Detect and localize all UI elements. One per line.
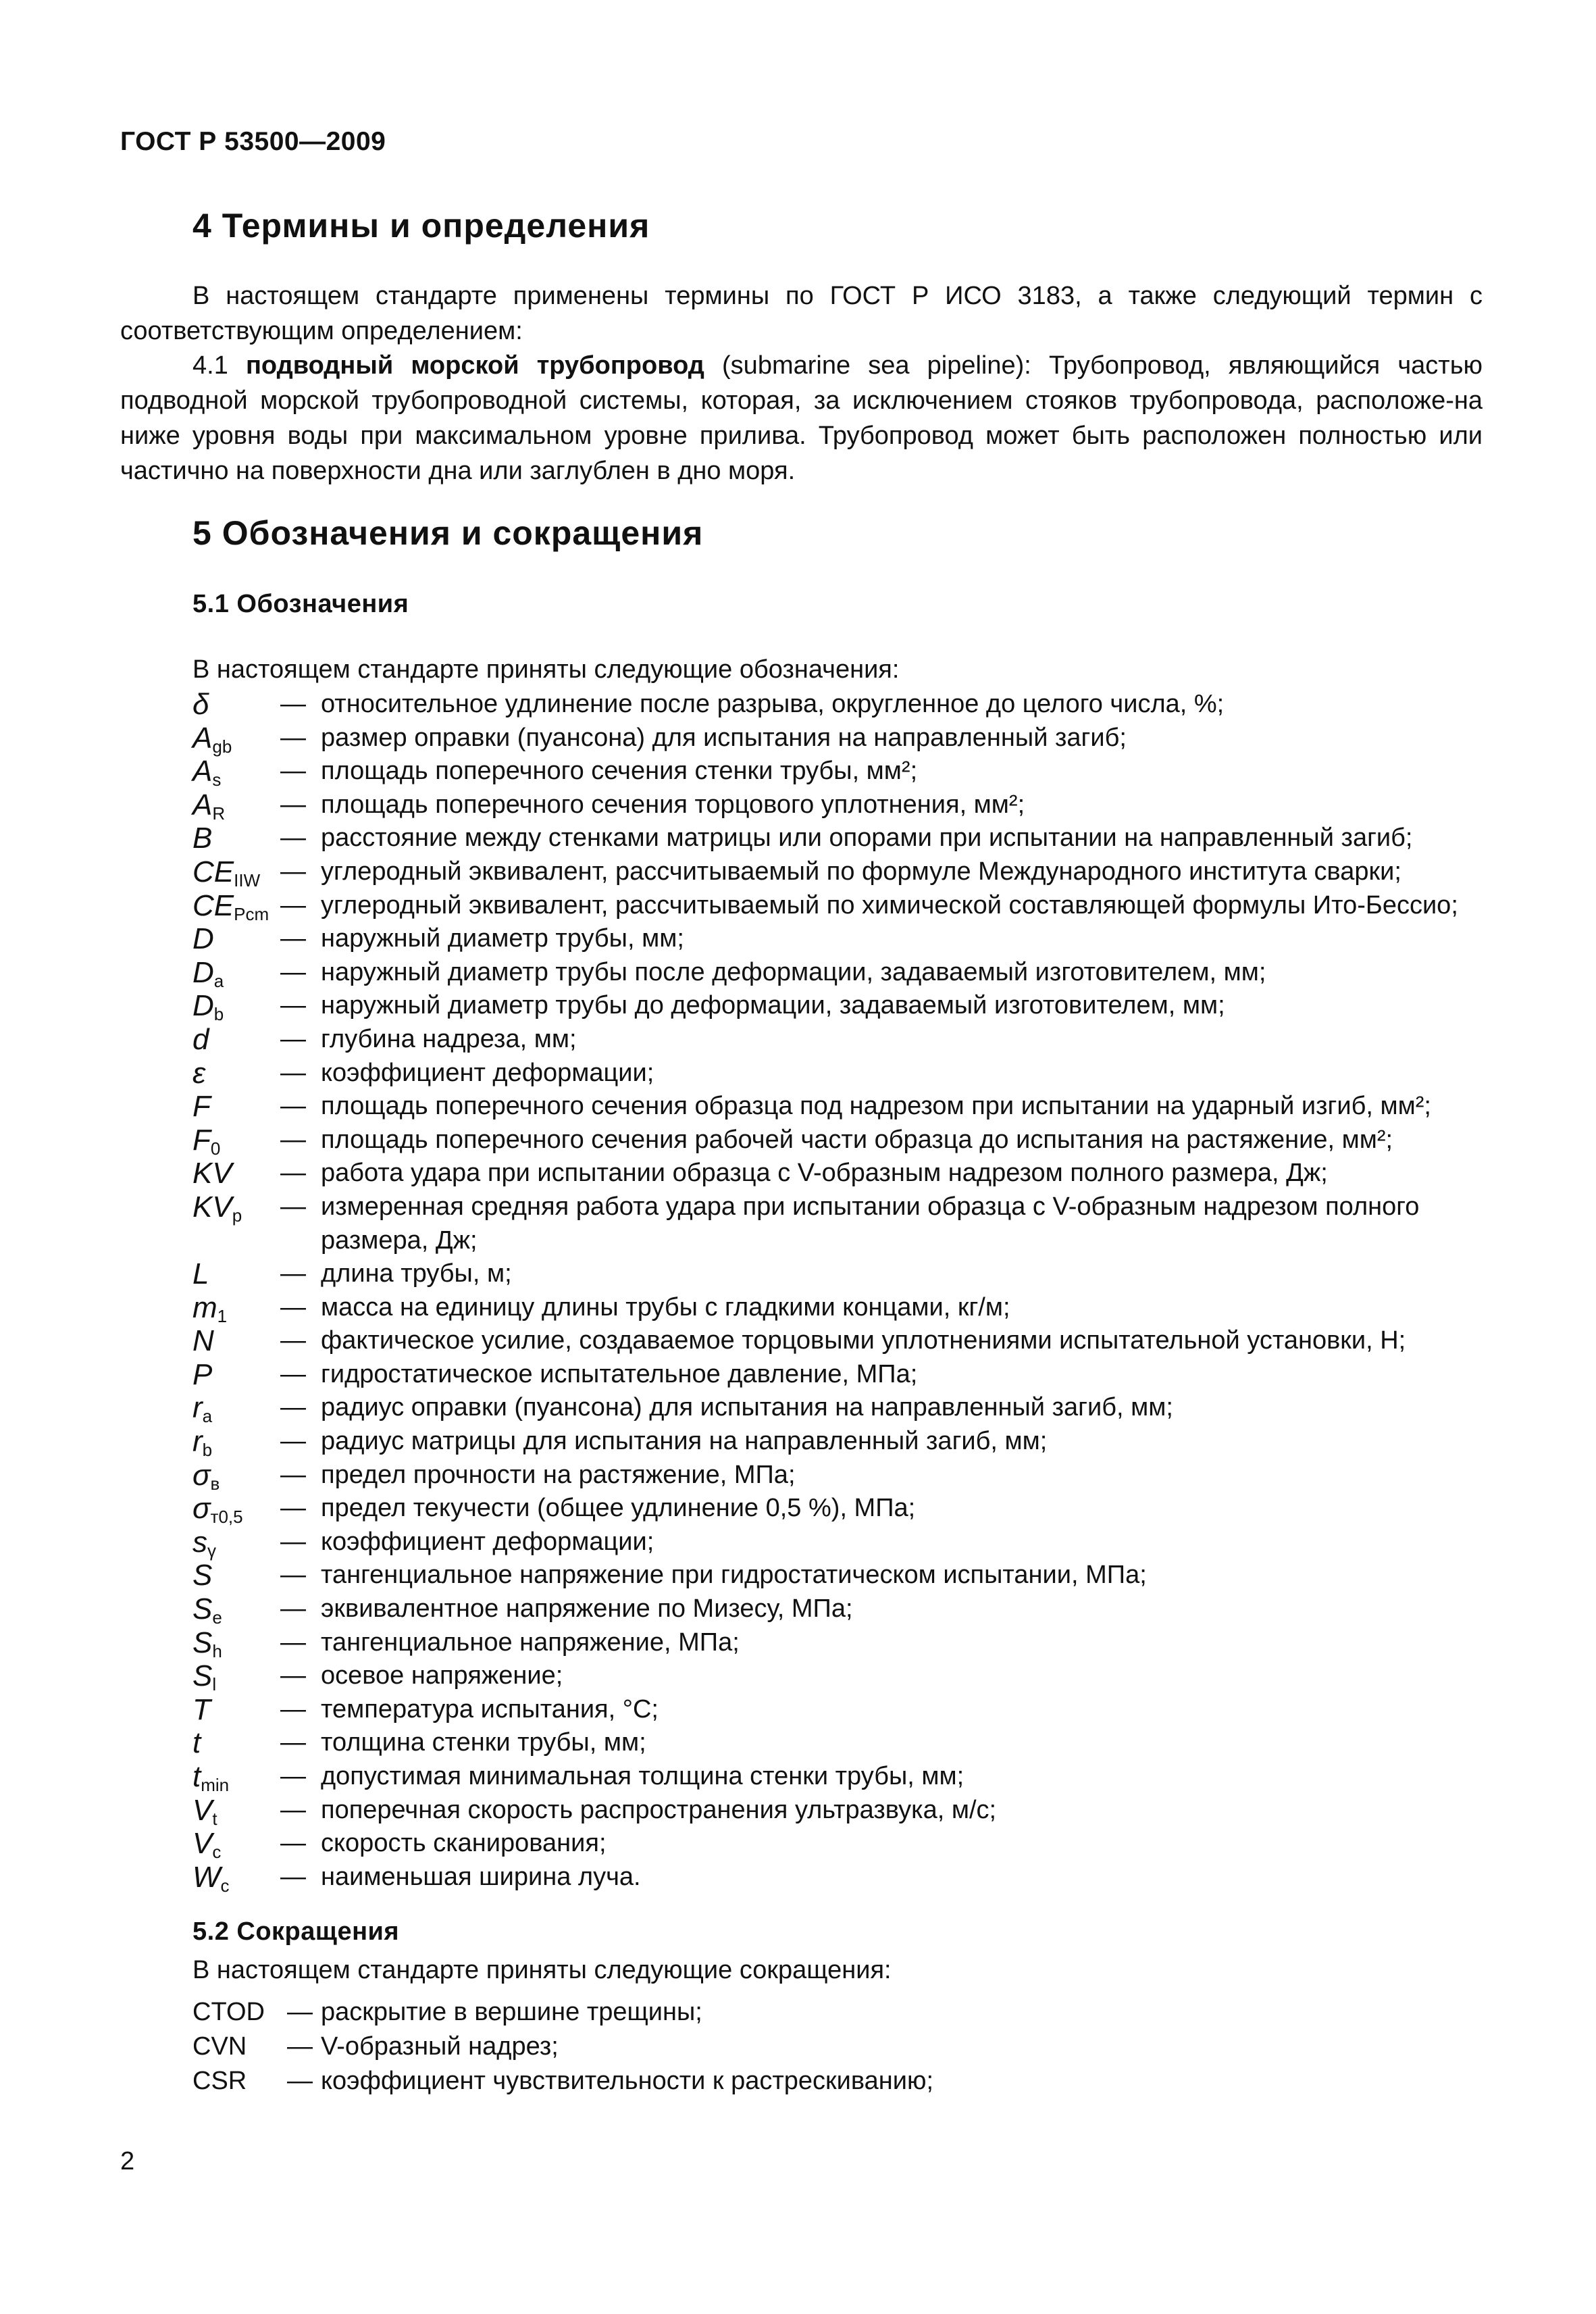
symbol-base: t (192, 1726, 201, 1760)
symbol-row (192, 1861, 1486, 1894)
symbol-base: S (192, 1659, 213, 1693)
symbol (192, 1861, 280, 1903)
symbol-subscript: e (212, 1607, 222, 1628)
abbreviation-row (192, 1995, 1486, 2030)
symbol-base: r (192, 1425, 203, 1459)
symbol-subscript: 0 (210, 1138, 221, 1159)
symbol (192, 1257, 280, 1291)
symbol-subscript: b (213, 1004, 224, 1025)
symbol-subscript: s (212, 770, 222, 790)
symbol-subscript: c (220, 1875, 230, 1896)
abbreviation: CSR (192, 2067, 247, 2095)
symbol-base: L (192, 1257, 209, 1291)
symbol-subscript: t (212, 1808, 217, 1829)
term-name: подводный морской трубопровод (245, 351, 704, 380)
symbol-row (192, 1023, 1486, 1057)
symbol-definition: углеродный эквивалент, рассчитываемый по формуле Международного института сварки; (321, 857, 1401, 886)
symbol-definition: радиус матрицы для испытания на направленный загиб, мм; (321, 1427, 1048, 1456)
symbol-row (192, 1693, 1486, 1727)
symbol-definition: осевое напряжение; (321, 1661, 563, 1690)
symbol-row (192, 1492, 1486, 1526)
symbol-base: t (192, 1760, 201, 1793)
symbol-base: CE (192, 888, 234, 922)
symbol-base: δ (192, 688, 209, 721)
symbol-base: N (192, 1324, 214, 1358)
symbol (192, 1726, 280, 1760)
symbol-row (192, 1726, 1486, 1760)
symbol-row (192, 889, 1486, 923)
symbol-definition: фактическое усилие, создаваемое торцовыми уплотнениями испытательной установки, Н; (321, 1326, 1406, 1355)
symbol-subscript: 1 (217, 1305, 228, 1326)
symbol-subscript: IIW (234, 870, 261, 890)
definition-dash: — (287, 2067, 313, 2095)
abbreviation: CVN (192, 2032, 247, 2061)
symbol-row (192, 1391, 1486, 1425)
symbol-definition: температура испытания, °С; (321, 1694, 659, 1724)
symbol-base: s (192, 1525, 207, 1559)
symbol-base: B (192, 822, 213, 855)
symbol-definition: площадь поперечного сечения торцового уплотнения, мм²; (321, 790, 1025, 819)
definition-dash: — (280, 1594, 306, 1624)
definition-dash: — (280, 1292, 306, 1322)
symbol-base: T (192, 1692, 211, 1726)
symbol-definition: эквивалентное напряжение по Мизесу, МПа; (321, 1594, 853, 1624)
symbol-subscript: Pcm (234, 903, 269, 924)
definition-dash: — (280, 690, 306, 718)
abbreviation-row (192, 2030, 1486, 2064)
term-4-1 (120, 348, 1483, 488)
symbol-row (192, 1257, 1486, 1291)
definition-dash: — (280, 1561, 306, 1590)
symbol-base: W (192, 1860, 221, 1894)
definition-dash: — (280, 1460, 306, 1489)
symbol-definition: толщина стенки трубы, мм; (321, 1728, 646, 1757)
symbol-base: F (192, 1090, 211, 1124)
symbol-base: D (192, 989, 214, 1023)
symbol-base: σ (192, 1492, 211, 1526)
symbol-row (192, 1592, 1486, 1626)
symbol-definition: площадь поперечного сечения стенки трубы, мм²; (321, 757, 918, 786)
symbol-row (192, 822, 1486, 855)
section-4-intro (120, 278, 1483, 349)
symbol-base: V (192, 1793, 213, 1827)
symbol-definition: предел текучести (общее удлинение 0,5 %), МПа; (321, 1494, 916, 1523)
symbol-base: KV (192, 1157, 232, 1190)
symbol-definition: наружный диаметр трубы после деформации, задаваемый изготовителем, мм; (321, 957, 1266, 986)
definition-dash: — (280, 1829, 306, 1858)
definition-dash: — (280, 857, 306, 886)
symbol-row (192, 1827, 1486, 1861)
symbol-base: A (192, 788, 213, 822)
symbol-row (192, 1057, 1486, 1090)
definition-dash: — (280, 1326, 306, 1355)
symbol-row (192, 989, 1486, 1023)
symbol-base: m (192, 1290, 217, 1324)
symbol-base: D (192, 955, 214, 989)
symbol (192, 1157, 280, 1190)
definition-dash: — (280, 1694, 306, 1724)
document-header: ГОСТ Р 53500—2009 (120, 127, 386, 156)
symbol (192, 1559, 280, 1592)
symbol (192, 1324, 280, 1358)
symbol-base: F (192, 1123, 211, 1157)
symbol-subscript: p (232, 1205, 242, 1226)
symbol-row (192, 1559, 1486, 1592)
symbol-subscript: gb (212, 736, 232, 757)
symbol-row (192, 922, 1486, 956)
symbol-definition: работа удара при испытании образца с V-образным надрезом полного размера, Дж; (321, 1159, 1328, 1188)
definition-dash: — (287, 2032, 313, 2061)
symbol-row (192, 1626, 1486, 1660)
symbol-definition: предел прочности на растяжение, МПа; (321, 1460, 796, 1489)
symbol-base: KV (192, 1190, 232, 1224)
symbol-base: S (192, 1626, 213, 1659)
symbol-row (192, 1459, 1486, 1492)
symbol-row (192, 855, 1486, 889)
symbol-definition: масса на единицу длины трубы с гладкими концами, кг/м; (321, 1292, 1010, 1322)
abbreviations-list (192, 1995, 1486, 2098)
symbol-subscript: l (212, 1674, 217, 1695)
section-4-title: 4 Термины и определения (192, 207, 650, 245)
symbol-definition: расстояние между стенками матрицы или опорами при испытании на направленный загиб; (321, 824, 1413, 853)
definition-dash: — (280, 1427, 306, 1456)
definition-dash: — (280, 1393, 306, 1422)
symbol-row (192, 956, 1486, 990)
symbol (192, 1190, 280, 1233)
symbol-base: A (192, 721, 213, 755)
definition-dash: — (280, 957, 306, 986)
definition-dash: — (280, 790, 306, 819)
definition-dash: — (280, 1125, 306, 1154)
symbol-row (192, 1190, 1486, 1257)
symbol (192, 1090, 280, 1124)
symbol-base: σ (192, 1458, 211, 1492)
symbol-row (192, 1425, 1486, 1459)
symbol (192, 1057, 280, 1090)
symbol-row (192, 1124, 1486, 1157)
abbreviation-definition: V-образный надрез; (321, 2032, 559, 2061)
symbol-base: r (192, 1391, 203, 1425)
definition-dash: — (280, 1058, 306, 1087)
symbol-subscript: c (212, 1842, 222, 1863)
definition-dash: — (280, 890, 306, 920)
symbol-subscript: b (202, 1440, 213, 1461)
symbol (192, 1358, 280, 1392)
symbol-definition: поперечная скорость распространения ультразвука, м/с; (321, 1795, 997, 1824)
symbol (192, 1023, 280, 1057)
symbol-definition: наружный диаметр трубы, мм; (321, 924, 684, 953)
definition-dash: — (280, 1092, 306, 1121)
section-5-title: 5 Обозначения и сокращения (192, 514, 704, 552)
definition-dash: — (280, 1359, 306, 1388)
definition-dash: — (280, 991, 306, 1020)
definition-dash: — (280, 924, 306, 953)
symbol-definition: площадь поперечного сечения образца под надрезом при испытании на ударный изгиб, мм²; (321, 1092, 1431, 1121)
definition-dash: — (280, 1628, 306, 1657)
symbol-subscript: R (212, 803, 226, 824)
symbol-definition: коэффициент деформации; (321, 1527, 654, 1556)
symbol-row (192, 1659, 1486, 1693)
symbol (192, 822, 280, 855)
symbol (192, 688, 280, 722)
symbol-subscript: a (202, 1406, 213, 1427)
symbol (192, 1693, 280, 1727)
definition-dash: — (280, 1862, 306, 1891)
definition-dash: — (280, 1795, 306, 1824)
definition-dash: — (280, 723, 306, 752)
symbol-subscript: a (213, 970, 224, 991)
symbol-row (192, 1760, 1486, 1794)
definition-dash: — (287, 1998, 313, 2026)
symbol-base: CE (192, 855, 234, 888)
symbol-subscript: т0,5 (210, 1507, 243, 1528)
symbol-row (192, 1526, 1486, 1559)
symbol-definition: гидростатическое испытательное давление, МПа; (321, 1359, 918, 1388)
symbol-definition: тангенциальное напряжение при гидростатическом испытании, МПа; (321, 1561, 1147, 1590)
symbol-definition: коэффициент деформации; (321, 1058, 654, 1087)
definition-dash: — (280, 1259, 306, 1288)
symbol-subscript: γ (207, 1540, 216, 1561)
symbol-base: ε (192, 1056, 206, 1090)
section-5-2-title: 5.2 Сокращения (192, 1917, 400, 1946)
symbol-subscript: в (210, 1473, 220, 1494)
page-number: 2 (120, 2147, 135, 2175)
symbol-row (192, 1358, 1486, 1392)
symbol-row (192, 1324, 1486, 1358)
symbol-definition: углеродный эквивалент, рассчитываемый по химической составляющей формулы Ито-Бессио; (321, 890, 1458, 920)
symbol-definition: измеренная средняя работа удара при испытании образца с V-образным надрезом полного размера, Дж; (321, 1192, 1420, 1255)
symbol-definition: тангенциальное напряжение, МПа; (321, 1628, 740, 1657)
symbol-base: S (192, 1592, 213, 1626)
definition-dash: — (280, 1159, 306, 1188)
symbol-subscript: min (201, 1775, 230, 1795)
symbol-definition: допустимая минимальная толщина стенки трубы, мм; (321, 1762, 964, 1790)
symbol-base: A (192, 755, 213, 788)
symbol-row (192, 688, 1486, 722)
symbol-definition: относительное удлинение после разрыва, округленное до целого числа, %; (321, 690, 1225, 718)
symbol-definition: радиус оправки (пуансона) для испытания на направленный загиб, мм; (321, 1393, 1173, 1422)
definition-dash: — (280, 1494, 306, 1523)
definition-dash: — (280, 1527, 306, 1556)
definition-dash: — (280, 1024, 306, 1053)
abbreviation-definition: коэффициент чувствительности к растрескиванию; (321, 2067, 934, 2095)
symbol-row (192, 1090, 1486, 1124)
section-4-intro-text: В настоящем стандарте применены термины по ГОСТ Р ИСО 3183, а также следующий термин с соответствующим определением: (120, 282, 1483, 345)
symbols-list (192, 688, 1486, 1894)
symbol-definition: глубина надреза, мм; (321, 1024, 577, 1053)
section-5-1-intro: В настоящем стандарте приняты следующие обозначения: (192, 655, 900, 684)
symbol-definition: площадь поперечного сечения рабочей части образца до испытания на растяжение, мм²; (321, 1125, 1393, 1154)
definition-dash: — (280, 1762, 306, 1790)
symbol-definition: скорость сканирования; (321, 1829, 607, 1858)
symbol-subscript: h (212, 1640, 222, 1661)
symbol-definition: наименьшая ширина луча. (321, 1862, 641, 1891)
symbol-row (192, 1291, 1486, 1325)
symbol-row (192, 722, 1486, 755)
symbol-base: d (192, 1022, 209, 1056)
symbol-base: S (192, 1559, 213, 1592)
symbol-row (192, 755, 1486, 788)
symbol-row (192, 1794, 1486, 1828)
symbol-base: D (192, 922, 214, 956)
symbol-definition: длина трубы, м; (321, 1259, 512, 1288)
abbreviation-row (192, 2064, 1486, 2098)
definition-dash: — (280, 757, 306, 786)
symbol-definition: наружный диаметр трубы до деформации, задаваемый изготовителем, мм; (321, 991, 1225, 1020)
definition-dash: — (280, 1728, 306, 1757)
symbol (192, 922, 280, 956)
symbol-definition: размер оправки (пуансона) для испытания на направленный загиб; (321, 723, 1127, 752)
term-number: 4.1 (192, 351, 228, 380)
symbol-row (192, 788, 1486, 822)
symbol-base: P (192, 1357, 213, 1391)
definition-dash: — (280, 1661, 306, 1690)
definition-dash: — (280, 824, 306, 853)
abbreviation-definition: раскрытие в вершине трещины; (321, 1998, 702, 2026)
symbol-row (192, 1157, 1486, 1190)
abbreviation: CTOD (192, 1998, 265, 2026)
section-5-2-intro: В настоящем стандарте приняты следующие сокращения: (192, 1956, 892, 1984)
term-definition: (submarine sea pipeline): Трубопровод, являющийся частью подводной морской трубопроводной системы, которая, за исключением стояков трубопровода, расположе-на ниже уровня воды при максимальном уровне прилива. Трубопровод может быть расположен полностью или частично на поверхности дна или заглублен в дно моря. (120, 351, 1483, 485)
definition-dash: — (280, 1192, 306, 1221)
section-5-1-title: 5.1 Обозначения (192, 590, 409, 618)
symbol-base: V (192, 1827, 213, 1861)
